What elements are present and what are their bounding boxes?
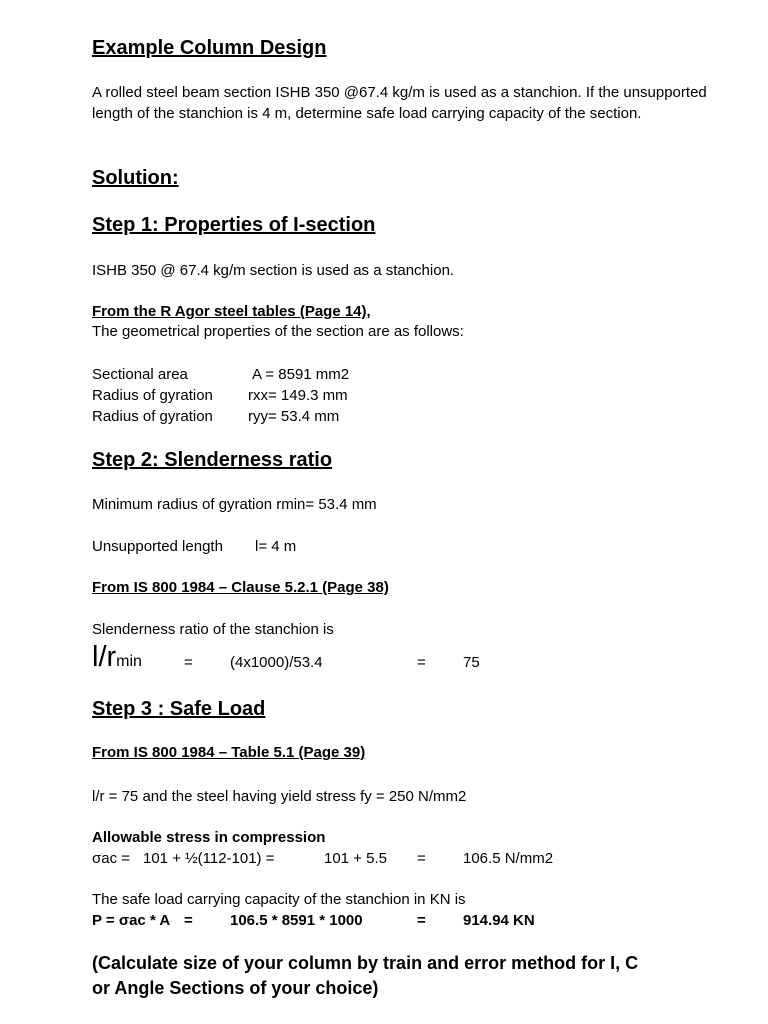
property-name: Sectional area: [92, 366, 188, 383]
load-result: 914.94 KN: [463, 912, 535, 929]
load-lhs: P = σac * A: [92, 912, 171, 929]
rmin-line: Minimum radius of gyration rmin= 53.4 mm: [92, 496, 377, 513]
property-value: ryy= 53.4 mm: [248, 408, 340, 425]
load-equals: =: [417, 912, 426, 929]
step2-source: From IS 800 1984 – Clause 5.2.1 (Page 38): [92, 579, 389, 596]
sigma-equals: =: [417, 850, 426, 867]
sigma-step: 101 + 5.5: [324, 850, 387, 867]
step2-heading: Step 2: Slenderness ratio: [92, 449, 333, 471]
final-note: (Calculate size of your column by train and error method for I, C or Angle Sections of your choice): [92, 953, 639, 998]
equation-equals: =: [184, 654, 193, 671]
step1-source: From the R Agor steel tables (Page 14),: [92, 303, 371, 320]
page-title: Example Column Design: [92, 37, 327, 59]
property-name: Radius of gyration: [92, 408, 213, 425]
sigma-expression: 101 + ½(112-101) =: [143, 850, 275, 867]
step1-lead: The geometrical properties of the section are as follows:: [92, 323, 464, 340]
slenderness-equation: [92, 642, 732, 674]
equation-lhs: [92, 642, 142, 677]
equation-result: 75: [463, 654, 480, 671]
equation-expression: (4x1000)/53.4: [230, 654, 323, 671]
load-equals: =: [184, 912, 193, 929]
solution-heading: Solution:: [92, 167, 179, 189]
property-value: rxx= 149.3 mm: [248, 387, 348, 404]
sigma-lhs: σac =: [92, 850, 131, 867]
property-value: A = 8591 mm2: [252, 366, 350, 383]
equation-equals: =: [417, 654, 426, 671]
allowable-stress-label: Allowable stress in compression: [92, 829, 326, 846]
length-label: Unsupported length: [92, 538, 223, 555]
step3-heading: Step 3 : Safe Load: [92, 698, 266, 720]
step1-heading: Step 1: Properties of I-section: [92, 214, 376, 236]
length-value: l= 4 m: [255, 538, 297, 555]
equation-lhs-main: l/r: [92, 641, 117, 673]
load-expression: 106.5 * 8591 * 1000: [230, 912, 363, 929]
sigma-result: 106.5 N/mm2: [463, 850, 554, 867]
step2-lead: Slenderness ratio of the stanchion is: [92, 621, 334, 638]
equation-lhs-subscript: min: [116, 653, 142, 670]
step3-source: From IS 800 1984 – Table 5.1 (Page 39): [92, 744, 366, 761]
problem-statement: A rolled steel beam section ISHB 350 @67.4 kg/m is used as a stanchion. If the unsupported length of the stanchion is 4 m, determine safe load carrying capacity of the section.: [92, 84, 707, 122]
sigma-equation: [92, 849, 732, 869]
load-equation: [92, 911, 732, 931]
step1-intro: ISHB 350 @ 67.4 kg/m section is used as a stanchion.: [92, 262, 455, 279]
capacity-lead: The safe load carrying capacity of the stanchion in KN is: [92, 891, 466, 908]
property-name: Radius of gyration: [92, 387, 213, 404]
yield-statement: l/r = 75 and the steel having yield stress fy = 250 N/mm2: [92, 788, 467, 805]
